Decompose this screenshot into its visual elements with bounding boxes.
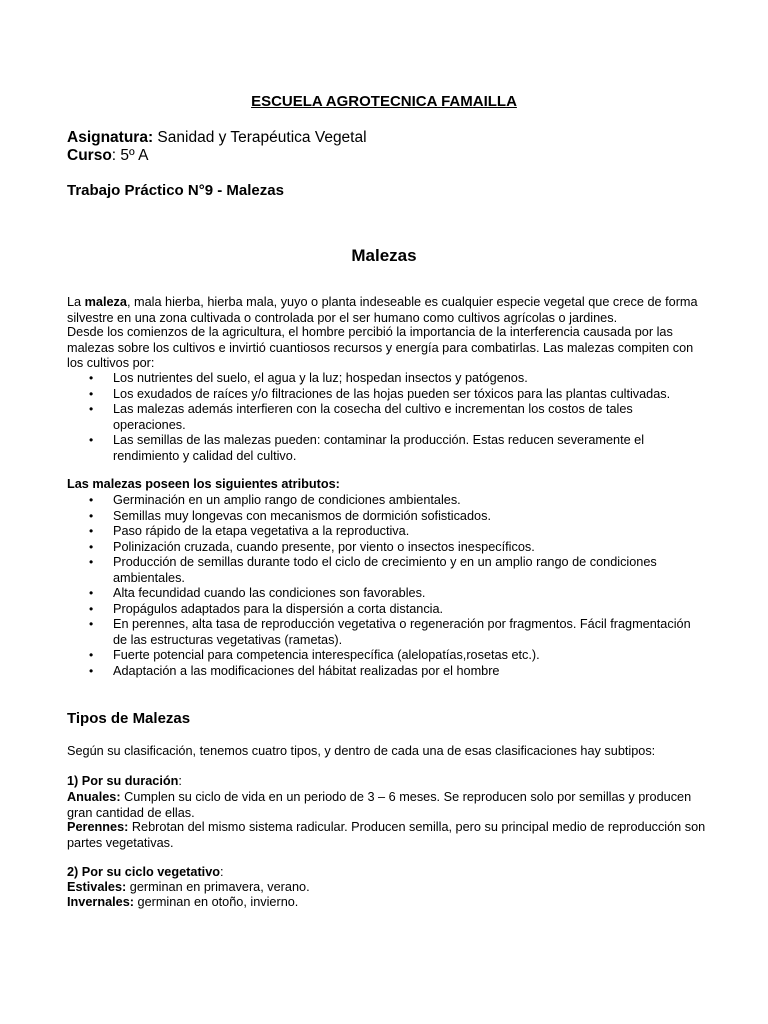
invernales-label: Invernales: xyxy=(67,895,134,909)
list-item: • Polinización cruzada, cuando presente, por viento o insectos inespecíficos. xyxy=(67,540,707,556)
curso-line xyxy=(67,147,148,165)
compiten-list xyxy=(67,371,707,464)
school-name: ESCUELA AGROTECNICA FAMAILLA xyxy=(251,93,517,110)
perennes-text: Rebrotan del mismo sistema radicular. Producen semilla, pero su principal medio de reproducción son partes vegetativas. xyxy=(67,820,706,850)
list-item: • Las malezas además interfieren con la cosecha del cultivo e incrementan los costos de tales operaciones. xyxy=(67,402,707,433)
intro-p1-bold: maleza xyxy=(84,295,127,309)
list-item: • En perennes, alta tasa de reproducción vegetativa o regeneración por fragmentos. Fácil fragmentación de las estructuras vegetativas (rametas). xyxy=(67,617,707,648)
ciclo-colon: : xyxy=(220,865,224,879)
curso-label: Curso xyxy=(67,147,112,164)
list-item: • Producción de semillas durante todo el ciclo de crecimiento y en un amplio rango de condiciones ambientales. xyxy=(67,555,707,586)
tipos-title: Tipos de Malezas xyxy=(67,710,191,727)
list-item: • Alta fecundidad cuando las condiciones son favorables. xyxy=(67,586,707,602)
list-item: • Propágulos adaptados para la dispersión a corta distancia. xyxy=(67,602,707,618)
intro-paragraph-2: Desde los comienzos de la agricultura, el hombre percibió la importancia de la interferencia causada por las malezas sobre los cultivos e invirtió cuantiosos recursos y energía para combatirlas. Las malezas compiten con los cultivos por: xyxy=(67,325,694,370)
list-item: • Germinación en un amplio rango de condiciones ambientales. xyxy=(67,493,707,509)
anuales-label: Anuales: xyxy=(67,790,121,804)
list-item: • Paso rápido de la etapa vegetativa a la reproductiva. xyxy=(67,524,707,540)
asignatura-value: Sanidad y Terapéutica Vegetal xyxy=(153,129,367,146)
atributos-title: Las malezas poseen los siguientes atributos: xyxy=(67,477,340,491)
estivales-label: Estivales: xyxy=(67,880,127,894)
asignatura-line xyxy=(67,129,367,147)
ciclo-label: 2) Por su ciclo vegetativo xyxy=(67,865,221,879)
anuales-text: Cumplen su ciclo de vida en un periodo de 3 – 6 meses. Se reproducen solo por semillas y producen gran cantidad de ellas. xyxy=(67,790,692,820)
anuales-paragraph xyxy=(67,790,707,821)
estivales-text: germinan en primavera, verano. xyxy=(126,880,310,894)
ciclo-heading xyxy=(67,865,707,881)
list-item: • Los nutrientes del suelo, el agua y la luz; hospedan insectos y patógenos. xyxy=(67,371,707,387)
estivales-line xyxy=(67,880,707,896)
curso-value: : 5º A xyxy=(111,147,149,164)
practico-title: Trabajo Práctico N°9 - Malezas xyxy=(67,182,284,199)
main-title: Malezas xyxy=(351,246,417,265)
invernales-line xyxy=(67,895,707,911)
list-item: • Las semillas de las malezas pueden: contaminar la producción. Estas reducen severamente el rendimiento y calidad del cultivo. xyxy=(67,433,707,464)
list-item: • Adaptación a las modificaciones del hábitat realizadas por el hombre xyxy=(67,664,707,680)
atributos-list xyxy=(67,493,707,679)
invernales-text: germinan en otoño, invierno. xyxy=(134,895,299,909)
intro-paragraph-1 xyxy=(67,295,707,326)
list-item: • Fuerte potencial para competencia interespecífica (alelopatías,rosetas etc.). xyxy=(67,648,707,664)
tipos-intro: Según su clasificación, tenemos cuatro tipos, y dentro de cada una de esas clasificaciones hay subtipos: xyxy=(67,744,656,758)
asignatura-label: Asignatura: xyxy=(67,129,154,146)
duracion-heading xyxy=(67,774,707,790)
perennes-paragraph xyxy=(67,820,707,851)
list-item: • Semillas muy longevas con mecanismos de dormición sofisticados. xyxy=(67,509,707,525)
perennes-label: Perennes: xyxy=(67,820,129,834)
intro-p1-pre: La xyxy=(67,295,85,309)
list-item: • Los exudados de raíces y/o filtraciones de las hojas pueden ser tóxicos para las plantas cultivadas. xyxy=(67,387,707,403)
intro-p1-post: , mala hierba, hierba mala, yuyo o planta indeseable es cualquier especie vegetal que crece de forma silvestre en una zona cultivada o controlada por el ser humano como cultivos agrícolas o jardines. xyxy=(67,295,698,325)
duracion-colon: : xyxy=(178,774,182,788)
duracion-label: 1) Por su duración xyxy=(67,774,179,788)
